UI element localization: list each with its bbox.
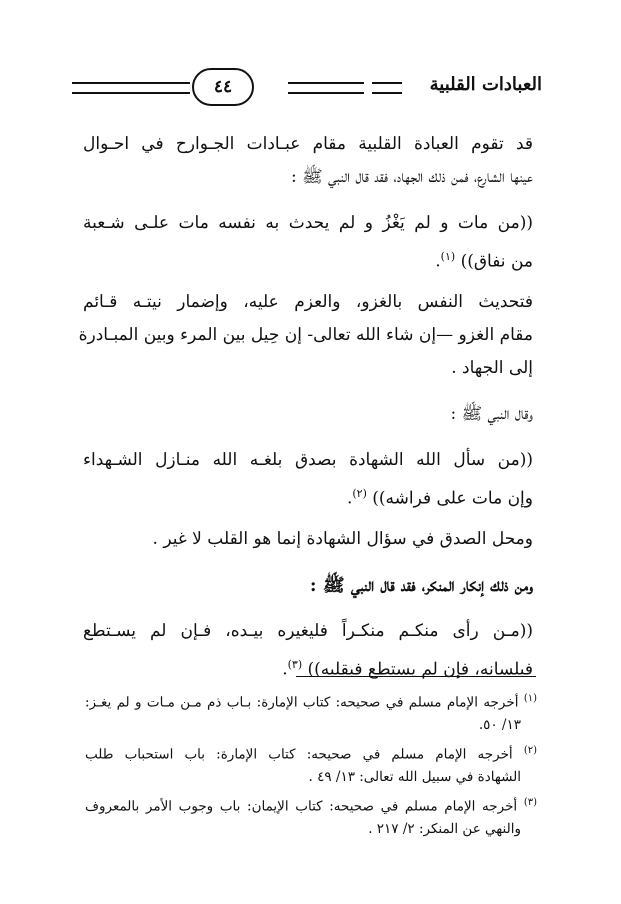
- footnote-1: [85, 686, 537, 738]
- header-rule-left: [72, 82, 190, 94]
- paragraph-3: [78, 286, 533, 385]
- footnote-2: [85, 738, 537, 790]
- hadith-quote-3: [83, 615, 533, 681]
- footnote-line: [85, 790, 537, 816]
- quote-text: وإن مات على فراشه)): [372, 488, 533, 509]
- chapter-title: العبادات القلبية: [429, 74, 542, 95]
- footnote-line: [85, 738, 537, 764]
- text-line: من نفاق)) $^{(١)}$.: [435, 250, 533, 272]
- page-number: ٤٤: [213, 77, 233, 97]
- text-line: إلى الجهاد .: [451, 358, 533, 378]
- text-line: فبلسانه، فإن لم يستطع فبقلبه)) $^{(٣)}$.: [282, 658, 533, 680]
- text-line: ((مـن رأى منكـم منكـراً فليغيره بيـده، فـإن لم يسـتطع: [83, 621, 533, 641]
- footnote-line: والنهي عن المنكر: ٢/ ٢١٧ .: [368, 821, 521, 837]
- header-rule-right: [288, 82, 364, 94]
- paragraph-4: وقال النبي ﷺ :: [450, 404, 533, 424]
- footnote-number: (٣): [523, 797, 538, 808]
- text-line: ((من مات و لم يَغْزُ و لم يحدث به نفسه مات علـى شـعبة: [83, 213, 533, 233]
- paragraph-1: [83, 128, 533, 194]
- page-number-badge: [192, 68, 254, 106]
- footnote-text: أخرجه الإمام مسلم في صحيحه: كتاب الإمارة: باب استحباب طلب: [85, 746, 513, 763]
- footnotes: [85, 686, 537, 842]
- main-text: [78, 128, 533, 681]
- quote-text: من نفاق)): [460, 251, 533, 272]
- text-line: وإن مات على فراشه)) $^{(٢)}$.: [346, 487, 533, 509]
- footnote-3: [85, 790, 537, 842]
- footnote-text: أخرجه الإمام مسلم في صحيحه: كتاب الإيمان: باب وجوب الأمر بالمعروف: [85, 798, 518, 815]
- text-line: ((من سأل الله الشهادة بصدق بلغـه الله منـازل الشـهداء: [83, 450, 533, 470]
- hadith-quote-2: [83, 444, 533, 510]
- footnote-number: (٢): [523, 745, 537, 756]
- page-header: [72, 68, 542, 112]
- header-ornament-lines: [372, 82, 402, 94]
- text-line: مقام الغزو —إن شاء الله تعالى- إن حِيل بين المرء وبين المبـادرة: [78, 325, 533, 345]
- quote-text: فبلسانه، فإن لم يستطع فبقلبه)): [307, 659, 533, 680]
- footnote-line: ١٣/ ٥٠.: [478, 717, 521, 733]
- footnote-ref[interactable]: (٢): [352, 487, 367, 500]
- footnote-text: أخرجه الإمام مسلم في صحيحه: كتاب الإمارة: بـاب ذم مـن مـات و لم يغـز:: [85, 694, 519, 711]
- footnote-separator: [296, 676, 536, 677]
- footnote-ref[interactable]: (١): [440, 250, 456, 263]
- text-line: فتحديث النفس بالغزو، والعزم عليه، وإضمار نيتـه قـائم: [83, 292, 533, 312]
- paragraph-7-heading: ومن ذلك إنكار المنكر، فقد قال النبي ﷺ :: [309, 575, 533, 596]
- footnote-number: (١): [523, 693, 537, 704]
- hadith-quote-1: [83, 207, 533, 273]
- text-line: عينها الشارع، فمن ذلك الجهاد، فقد قال النبي ﷺ :: [290, 167, 533, 187]
- footnote-line: الشهادة في سبيل الله تعالى: ١٣/ ٤٩ .: [308, 769, 521, 785]
- footnote-ref[interactable]: (٣): [287, 658, 303, 671]
- text-line: قد تقوم العبادة القلبية مقام عبـادات الجـوارح في احـوال: [83, 134, 533, 154]
- paragraph-6: ومحل الصدق في سؤال الشهادة إنما هو القلب لا غير .: [152, 529, 533, 549]
- footnote-line: [85, 686, 537, 712]
